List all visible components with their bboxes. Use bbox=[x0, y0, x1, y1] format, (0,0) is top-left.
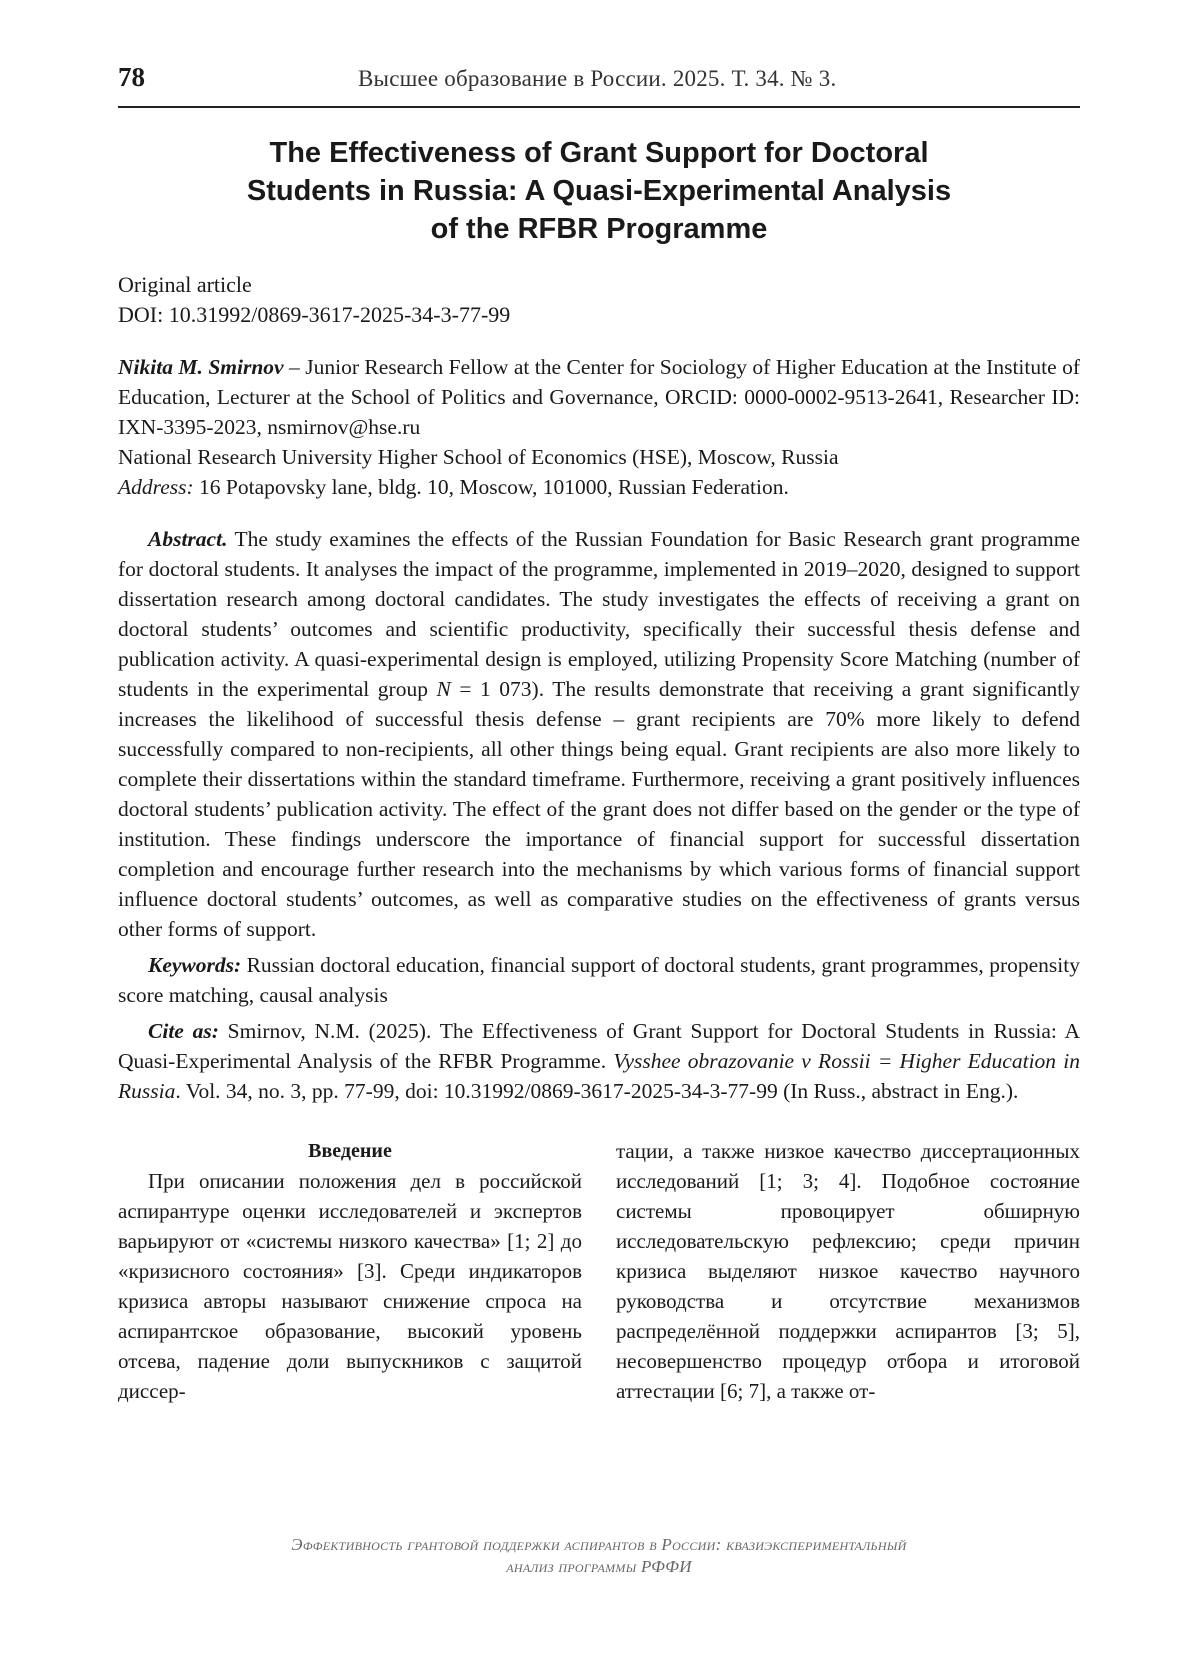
doi: DOI: 10.31992/0869-3617-2025-34-3-77-99 bbox=[118, 302, 511, 327]
abstract-text-part2: = 1 073). The results demonstrate that receiving a grant significantly increases the likelihood of successful thesis defense – grant recipients are 70% more likely to defend successfully compared to non-recipients, all other things being equal. Grant recipients are also more likely to complete their dissertations within the standard timeframe. Furthermore, receiving a grant positively influences doctoral students’ publication activity. The effect of the grant does not differ based on the gender or the type of institution. These findings underscore the importance of financial support for successful dissertation completion and encourage further research into the mechanisms by which various forms of financial support influence doctoral students’ outcomes, as well as comparative studies on the effectiveness of grants versus other forms of support. bbox=[118, 677, 1080, 941]
left-column-text: При описании положения дел в российской аспирантуре оценки исследователей и экспертов варьируют от «системы низкого качества» [1; 2] до «кризисного состояния» [3]. Среди индикаторов кризиса авторы называют снижение спроса на аспирантское образование, высокий уровень отсева, падение доли выпускников с защитой диссер- bbox=[118, 1169, 582, 1403]
cite-label: Cite as: bbox=[148, 1019, 219, 1043]
page-number: 78 bbox=[118, 62, 145, 92]
author-block bbox=[118, 352, 1080, 502]
cite-text-part1: Smirnov, N.M. (2025). The Effectiveness of Grant Support for Doctoral Students in Russia: A Quasi-Experimental Analysis of the RFBR Programme. bbox=[118, 1019, 1081, 1073]
article-meta bbox=[118, 270, 1080, 330]
page-header bbox=[118, 62, 1080, 108]
abstract-label: Abstract. bbox=[148, 527, 228, 551]
running-head: Высшее образование в России. 2025. Т. 34. № 3. bbox=[358, 66, 837, 91]
cite-text-part2: . Vol. 34, no. 3, pp. 77-99, doi: 10.31992/0869-3617-2025-34-3-77-99 (In Russ., abstract in Eng.). bbox=[175, 1079, 1019, 1103]
title-line: of the RFBR Programme bbox=[430, 213, 768, 245]
author-info bbox=[118, 352, 1080, 442]
abstract-text-part1: The study examines the effects of the Russian Foundation for Basic Research grant programme for doctoral students. It analyses the impact of the programme, implemented in 2019–2020, designed to support dissertation research among doctoral candidates. The study investigates the effects of receiving a grant on doctoral students’ outcomes and scientific productivity, specifically their successful thesis defense and publication activity. A quasi-experimental design is employed, utilizing Propensity Score Matching (number of students in the experimental group bbox=[118, 527, 1080, 701]
author-description: – Junior Research Fellow at the Center for Sociology of Higher Education at the Institute of Education, Lecturer at the School of Politics and Governance, ORCID: 0000-0002-9513-2641, Researcher ID: IXN-3395-2023, nsmirnov@hse.ru bbox=[118, 355, 1080, 439]
address-text: 16 Potapovsky lane, bldg. 10, Moscow, 101000, Russian Federation. bbox=[193, 475, 789, 499]
keywords bbox=[118, 950, 1080, 1010]
article-type: Original article bbox=[118, 272, 252, 297]
section-heading: Введение bbox=[308, 1140, 392, 1162]
right-column-text: тации, а также низкое качество диссертационных исследований [1; 3; 4]. Подобное состояние системы провоцирует обширную исследовательскую рефлексию; среди причин кризиса выделяют низкое качество научного руководства и отсутствие механизмов распределённой поддержки аспирантов [3; 5], несовершенство процедур отбора и итоговой аттестации [6; 7], а также от- bbox=[616, 1139, 1080, 1403]
author-address bbox=[118, 472, 1080, 502]
page-footer bbox=[118, 1534, 1080, 1578]
keywords-text: Russian doctoral education, financial support of doctoral students, grant programmes, propensity score matching, causal analysis bbox=[118, 953, 1080, 1007]
abstract-section bbox=[118, 524, 1080, 1106]
citation bbox=[118, 1016, 1080, 1106]
cite-journal: Vysshee obrazovanie v Rossii = Higher Education in Russia bbox=[118, 1049, 1080, 1103]
article-title bbox=[238, 134, 960, 248]
abstract-n-symbol: N bbox=[436, 677, 451, 701]
right-column bbox=[616, 1136, 1080, 1406]
body-columns bbox=[118, 1136, 1080, 1406]
title-line: The Effectiveness of Grant Support for Doctoral bbox=[269, 137, 929, 169]
left-column bbox=[118, 1136, 582, 1406]
address-label: Address: bbox=[118, 475, 194, 499]
footer-line: Эффективность грантовой поддержки аспирантов в России: квазиэкспериментальный bbox=[291, 1535, 907, 1554]
keywords-label: Keywords: bbox=[148, 953, 242, 977]
page bbox=[118, 62, 1080, 1406]
title-line: Students in Russia: A Quasi-Experimental Analysis bbox=[246, 175, 952, 207]
abstract bbox=[118, 524, 1080, 944]
footer-line: анализ программы РФФИ bbox=[506, 1557, 692, 1576]
author-affiliation: National Research University Higher School of Economics (HSE), Moscow, Russia bbox=[118, 445, 839, 469]
author-name: Nikita M. Smirnov bbox=[118, 355, 284, 379]
